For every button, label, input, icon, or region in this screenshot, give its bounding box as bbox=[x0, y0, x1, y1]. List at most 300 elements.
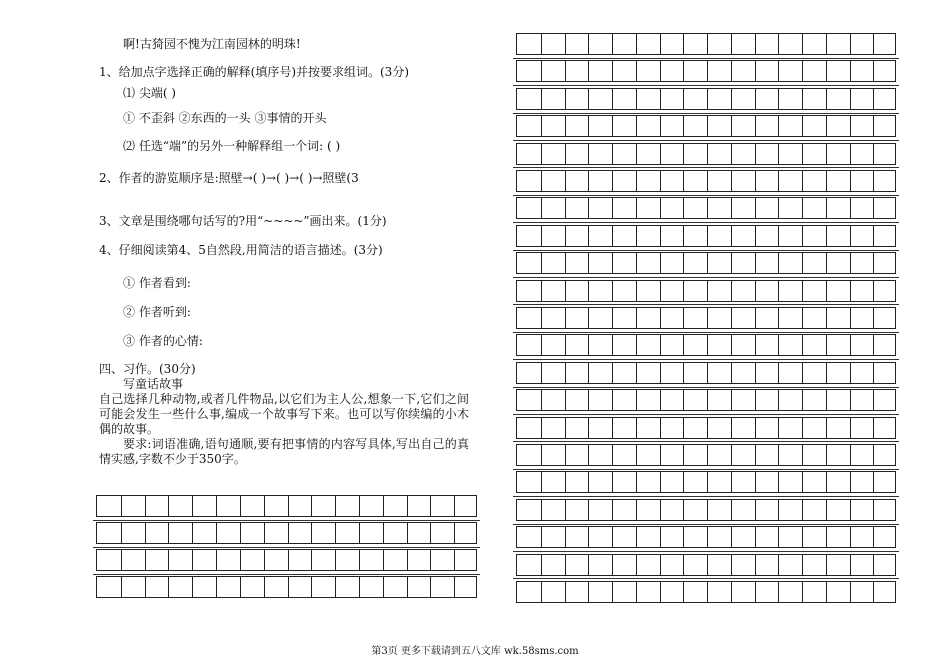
grid-cell-line bbox=[588, 500, 589, 520]
grid-cell-line bbox=[778, 116, 779, 136]
grid-row bbox=[516, 115, 896, 137]
grid-cell-line bbox=[826, 363, 827, 383]
grid-cell-line bbox=[588, 226, 589, 246]
grid-cell-line bbox=[636, 335, 637, 355]
grid-cell-line bbox=[826, 445, 827, 465]
grid-cell-line bbox=[264, 550, 265, 570]
grid-row-separator bbox=[513, 85, 899, 86]
grid-cell-line bbox=[588, 335, 589, 355]
grid-row bbox=[516, 444, 896, 466]
grid-cell-line bbox=[565, 281, 566, 301]
grid-cell-line bbox=[660, 34, 661, 54]
grid-cell-line bbox=[755, 89, 756, 109]
grid-cell-line bbox=[430, 550, 431, 570]
grid-cell-line bbox=[240, 550, 241, 570]
grid-cell-line bbox=[407, 550, 408, 570]
grid-cell-line bbox=[588, 390, 589, 410]
grid-cell-line bbox=[636, 281, 637, 301]
grid-cell-line bbox=[707, 335, 708, 355]
grid-cell-line bbox=[636, 253, 637, 273]
grid-cell-line bbox=[541, 418, 542, 438]
grid-row bbox=[96, 495, 477, 517]
grid-cell-line bbox=[168, 577, 169, 597]
grid-cell-line bbox=[873, 198, 874, 218]
writing-grid-right bbox=[516, 33, 896, 602]
grid-cell-line bbox=[612, 582, 613, 602]
grid-cell-line bbox=[660, 445, 661, 465]
grid-cell-line bbox=[660, 363, 661, 383]
grid-cell-line bbox=[565, 363, 566, 383]
grid-cell-line bbox=[565, 555, 566, 575]
grid-cell-line bbox=[707, 144, 708, 164]
grid-cell-line bbox=[850, 34, 851, 54]
grid-row bbox=[516, 280, 896, 302]
grid-cell-line bbox=[565, 116, 566, 136]
grid-cell-line bbox=[778, 555, 779, 575]
grid-cell-line bbox=[541, 226, 542, 246]
grid-cell-line bbox=[778, 226, 779, 246]
grid-row bbox=[516, 88, 896, 110]
grid-cell-line bbox=[707, 253, 708, 273]
grid-row-separator bbox=[513, 551, 899, 552]
grid-cell-line bbox=[145, 577, 146, 597]
grid-cell-line bbox=[216, 523, 217, 543]
grid-cell-line bbox=[707, 171, 708, 191]
grid-row-separator bbox=[513, 332, 899, 333]
grid-cell-line bbox=[731, 363, 732, 383]
grid-cell-line bbox=[612, 472, 613, 492]
grid-cell-line bbox=[383, 550, 384, 570]
grid-cell-line bbox=[778, 335, 779, 355]
grid-cell-line bbox=[565, 308, 566, 328]
grid-row-separator bbox=[513, 58, 899, 59]
grid-cell-line bbox=[755, 335, 756, 355]
grid-cell-line bbox=[683, 34, 684, 54]
grid-cell-line bbox=[636, 61, 637, 81]
grid-cell-line bbox=[802, 116, 803, 136]
grid-cell-line bbox=[802, 335, 803, 355]
grid-cell-line bbox=[565, 390, 566, 410]
grid-cell-line bbox=[660, 226, 661, 246]
grid-cell-line bbox=[240, 496, 241, 516]
grid-cell-line bbox=[731, 527, 732, 547]
grid-cell-line bbox=[731, 34, 732, 54]
grid-cell-line bbox=[288, 523, 289, 543]
grid-row-separator bbox=[513, 441, 899, 442]
grid-cell-line bbox=[636, 500, 637, 520]
grid-row bbox=[96, 576, 477, 598]
grid-cell-line bbox=[683, 281, 684, 301]
grid-cell-line bbox=[612, 198, 613, 218]
grid-cell-line bbox=[802, 555, 803, 575]
grid-cell-line bbox=[636, 198, 637, 218]
grid-cell-line bbox=[636, 308, 637, 328]
grid-cell-line bbox=[850, 226, 851, 246]
grid-cell-line bbox=[707, 226, 708, 246]
grid-cell-line bbox=[168, 550, 169, 570]
grid-cell-line bbox=[778, 281, 779, 301]
grid-cell-line bbox=[660, 281, 661, 301]
grid-row bbox=[516, 252, 896, 274]
grid-row-separator bbox=[513, 414, 899, 415]
grid-cell-line bbox=[826, 500, 827, 520]
grid-cell-line bbox=[826, 61, 827, 81]
grid-cell-line bbox=[565, 500, 566, 520]
grid-cell-line bbox=[683, 527, 684, 547]
grid-cell-line bbox=[778, 527, 779, 547]
grid-cell-line bbox=[683, 308, 684, 328]
grid-cell-line bbox=[541, 500, 542, 520]
section-4-heading: 四、习作。(30分) bbox=[99, 362, 196, 376]
question-1-sub2: ⑵ 任选“端”的另外一种解释组一个词: ( ) bbox=[123, 139, 341, 153]
grid-cell-line bbox=[288, 577, 289, 597]
grid-cell-line bbox=[636, 89, 637, 109]
grid-cell-line bbox=[873, 527, 874, 547]
grid-cell-line bbox=[565, 253, 566, 273]
grid-cell-line bbox=[802, 472, 803, 492]
grid-cell-line bbox=[802, 89, 803, 109]
grid-cell-line bbox=[660, 472, 661, 492]
grid-cell-line bbox=[612, 445, 613, 465]
grid-cell-line bbox=[683, 363, 684, 383]
grid-row-separator bbox=[513, 195, 899, 196]
grid-cell-line bbox=[826, 116, 827, 136]
grid-cell-line bbox=[588, 144, 589, 164]
grid-cell-line bbox=[430, 523, 431, 543]
grid-cell-line bbox=[873, 61, 874, 81]
grid-cell-line bbox=[755, 390, 756, 410]
grid-cell-line bbox=[660, 390, 661, 410]
grid-cell-line bbox=[612, 61, 613, 81]
grid-row-separator bbox=[93, 574, 480, 575]
grid-cell-line bbox=[683, 335, 684, 355]
grid-cell-line bbox=[359, 523, 360, 543]
grid-cell-line bbox=[588, 445, 589, 465]
grid-cell-line bbox=[660, 61, 661, 81]
grid-cell-line bbox=[612, 527, 613, 547]
grid-cell-line bbox=[707, 61, 708, 81]
grid-cell-line bbox=[383, 523, 384, 543]
grid-cell-line bbox=[826, 253, 827, 273]
grid-cell-line bbox=[121, 523, 122, 543]
grid-cell-line bbox=[707, 500, 708, 520]
grid-cell-line bbox=[850, 144, 851, 164]
grid-cell-line bbox=[683, 445, 684, 465]
grid-cell-line bbox=[850, 500, 851, 520]
grid-row bbox=[516, 471, 896, 493]
grid-cell-line bbox=[660, 171, 661, 191]
grid-cell-line bbox=[565, 445, 566, 465]
grid-cell-line bbox=[850, 390, 851, 410]
grid-cell-line bbox=[121, 577, 122, 597]
grid-cell-line bbox=[873, 500, 874, 520]
grid-cell-line bbox=[802, 500, 803, 520]
grid-cell-line bbox=[335, 577, 336, 597]
grid-cell-line bbox=[850, 363, 851, 383]
grid-row-separator bbox=[513, 304, 899, 305]
grid-cell-line bbox=[731, 116, 732, 136]
grid-cell-line bbox=[826, 527, 827, 547]
grid-cell-line bbox=[565, 335, 566, 355]
grid-cell-line bbox=[707, 308, 708, 328]
grid-cell-line bbox=[731, 582, 732, 602]
grid-cell-line bbox=[588, 527, 589, 547]
grid-cell-line bbox=[873, 582, 874, 602]
grid-row bbox=[516, 362, 896, 384]
grid-cell-line bbox=[731, 472, 732, 492]
grid-cell-line bbox=[683, 555, 684, 575]
grid-cell-line bbox=[636, 116, 637, 136]
grid-cell-line bbox=[264, 523, 265, 543]
grid-cell-line bbox=[636, 527, 637, 547]
grid-cell-line bbox=[612, 335, 613, 355]
grid-cell-line bbox=[707, 582, 708, 602]
grid-cell-line bbox=[335, 550, 336, 570]
grid-cell-line bbox=[683, 61, 684, 81]
grid-row-separator bbox=[513, 387, 899, 388]
grid-row bbox=[516, 554, 896, 576]
grid-cell-line bbox=[683, 226, 684, 246]
grid-cell-line bbox=[707, 472, 708, 492]
grid-cell-line bbox=[850, 171, 851, 191]
grid-cell-line bbox=[778, 61, 779, 81]
grid-row bbox=[516, 417, 896, 439]
grid-cell-line bbox=[873, 89, 874, 109]
grid-cell-line bbox=[873, 445, 874, 465]
grid-cell-line bbox=[826, 198, 827, 218]
question-1-prompt: 1、给加点字选择正确的解释(填序号)并按要求组词。(3分) bbox=[99, 65, 409, 79]
grid-row bbox=[516, 389, 896, 411]
grid-cell-line bbox=[636, 363, 637, 383]
grid-row-separator bbox=[513, 140, 899, 141]
grid-cell-line bbox=[802, 171, 803, 191]
grid-cell-line bbox=[850, 198, 851, 218]
grid-cell-line bbox=[683, 89, 684, 109]
grid-cell-line bbox=[565, 582, 566, 602]
grid-cell-line bbox=[778, 363, 779, 383]
question-1-sub1: ⑴ 尖端( ) bbox=[123, 86, 176, 100]
grid-cell-line bbox=[731, 281, 732, 301]
question-4-answer-2: ② 作者听到: bbox=[123, 305, 191, 319]
grid-cell-line bbox=[731, 555, 732, 575]
grid-cell-line bbox=[612, 500, 613, 520]
grid-cell-line bbox=[778, 500, 779, 520]
grid-cell-line bbox=[612, 308, 613, 328]
grid-cell-line bbox=[755, 226, 756, 246]
grid-cell-line bbox=[826, 472, 827, 492]
grid-cell-line bbox=[192, 496, 193, 516]
grid-cell-line bbox=[612, 390, 613, 410]
grid-cell-line bbox=[541, 253, 542, 273]
grid-cell-line bbox=[383, 496, 384, 516]
grid-cell-line bbox=[636, 472, 637, 492]
grid-cell-line bbox=[873, 171, 874, 191]
grid-cell-line bbox=[826, 555, 827, 575]
grid-cell-line bbox=[850, 527, 851, 547]
grid-cell-line bbox=[707, 34, 708, 54]
grid-cell-line bbox=[454, 577, 455, 597]
grid-row bbox=[516, 499, 896, 521]
grid-cell-line bbox=[636, 582, 637, 602]
grid-cell-line bbox=[778, 390, 779, 410]
grid-cell-line bbox=[683, 116, 684, 136]
grid-cell-line bbox=[755, 527, 756, 547]
grid-cell-line bbox=[612, 144, 613, 164]
grid-cell-line bbox=[707, 198, 708, 218]
grid-row bbox=[96, 549, 477, 571]
grid-cell-line bbox=[802, 144, 803, 164]
grid-cell-line bbox=[802, 445, 803, 465]
grid-cell-line bbox=[454, 523, 455, 543]
grid-cell-line bbox=[802, 527, 803, 547]
grid-cell-line bbox=[731, 171, 732, 191]
grid-cell-line bbox=[612, 171, 613, 191]
grid-cell-line bbox=[541, 472, 542, 492]
grid-cell-line bbox=[636, 171, 637, 191]
grid-cell-line bbox=[588, 582, 589, 602]
grid-cell-line bbox=[850, 582, 851, 602]
grid-cell-line bbox=[541, 61, 542, 81]
grid-cell-line bbox=[541, 281, 542, 301]
grid-cell-line bbox=[778, 308, 779, 328]
grid-cell-line bbox=[683, 198, 684, 218]
grid-cell-line bbox=[145, 523, 146, 543]
grid-cell-line bbox=[192, 577, 193, 597]
grid-row-separator bbox=[513, 496, 899, 497]
grid-cell-line bbox=[731, 144, 732, 164]
grid-cell-line bbox=[121, 496, 122, 516]
grid-cell-line bbox=[588, 472, 589, 492]
grid-cell-line bbox=[778, 253, 779, 273]
grid-cell-line bbox=[660, 527, 661, 547]
grid-cell-line bbox=[311, 577, 312, 597]
grid-cell-line bbox=[636, 34, 637, 54]
grid-cell-line bbox=[731, 500, 732, 520]
grid-cell-line bbox=[707, 390, 708, 410]
grid-cell-line bbox=[636, 226, 637, 246]
grid-cell-line bbox=[755, 61, 756, 81]
grid-cell-line bbox=[802, 418, 803, 438]
grid-cell-line bbox=[778, 472, 779, 492]
grid-cell-line bbox=[541, 144, 542, 164]
grid-cell-line bbox=[288, 550, 289, 570]
grid-cell-line bbox=[731, 198, 732, 218]
grid-cell-line bbox=[541, 89, 542, 109]
grid-cell-line bbox=[541, 116, 542, 136]
grid-cell-line bbox=[802, 226, 803, 246]
grid-cell-line bbox=[755, 445, 756, 465]
grid-cell-line bbox=[731, 418, 732, 438]
grid-cell-line bbox=[588, 171, 589, 191]
grid-cell-line bbox=[541, 363, 542, 383]
grid-cell-line bbox=[755, 555, 756, 575]
grid-cell-line bbox=[311, 496, 312, 516]
grid-cell-line bbox=[755, 363, 756, 383]
grid-cell-line bbox=[850, 445, 851, 465]
grid-cell-line bbox=[755, 472, 756, 492]
grid-cell-line bbox=[873, 116, 874, 136]
grid-cell-line bbox=[565, 226, 566, 246]
question-1-options: ① 不歪斜 ②东西的一头 ③事情的开头 bbox=[123, 111, 327, 125]
grid-cell-line bbox=[660, 418, 661, 438]
grid-cell-line bbox=[660, 308, 661, 328]
grid-row bbox=[516, 33, 896, 55]
grid-cell-line bbox=[850, 61, 851, 81]
grid-cell-line bbox=[873, 226, 874, 246]
grid-cell-line bbox=[707, 116, 708, 136]
grid-cell-line bbox=[755, 281, 756, 301]
grid-cell-line bbox=[731, 253, 732, 273]
grid-cell-line bbox=[778, 582, 779, 602]
grid-cell-line bbox=[588, 555, 589, 575]
grid-cell-line bbox=[612, 89, 613, 109]
grid-cell-line bbox=[311, 550, 312, 570]
grid-cell-line bbox=[873, 555, 874, 575]
grid-cell-line bbox=[802, 198, 803, 218]
grid-cell-line bbox=[755, 500, 756, 520]
grid-cell-line bbox=[359, 550, 360, 570]
grid-cell-line bbox=[778, 34, 779, 54]
grid-cell-line bbox=[612, 34, 613, 54]
grid-cell-line bbox=[731, 445, 732, 465]
grid-cell-line bbox=[826, 144, 827, 164]
grid-cell-line bbox=[873, 390, 874, 410]
grid-cell-line bbox=[873, 363, 874, 383]
grid-cell-line bbox=[731, 226, 732, 246]
grid-cell-line bbox=[850, 308, 851, 328]
grid-cell-line bbox=[565, 198, 566, 218]
grid-row bbox=[516, 170, 896, 192]
grid-cell-line bbox=[731, 61, 732, 81]
grid-cell-line bbox=[216, 577, 217, 597]
grid-cell-line bbox=[755, 116, 756, 136]
grid-cell-line bbox=[588, 116, 589, 136]
grid-cell-line bbox=[588, 89, 589, 109]
grid-cell-line bbox=[565, 418, 566, 438]
grid-cell-line bbox=[826, 418, 827, 438]
grid-cell-line bbox=[565, 527, 566, 547]
grid-cell-line bbox=[612, 253, 613, 273]
grid-cell-line bbox=[430, 496, 431, 516]
grid-cell-line bbox=[802, 582, 803, 602]
grid-cell-line bbox=[683, 418, 684, 438]
grid-cell-line bbox=[683, 390, 684, 410]
grid-cell-line bbox=[636, 445, 637, 465]
grid-cell-line bbox=[454, 550, 455, 570]
grid-cell-line bbox=[588, 281, 589, 301]
grid-cell-line bbox=[383, 577, 384, 597]
grid-cell-line bbox=[731, 335, 732, 355]
composition-instructions: 自己选择几种动物,或者几件物品,以它们为主人公,想象一下,它们之间可能会发生一些什么事,编成一个故事写下来。也可以写你续编的小木偶的故事。 bbox=[99, 392, 469, 436]
intro-line: 啊!古猗园不愧为江南园林的明珠! bbox=[123, 37, 301, 51]
grid-cell-line bbox=[826, 308, 827, 328]
grid-cell-line bbox=[541, 308, 542, 328]
grid-cell-line bbox=[541, 171, 542, 191]
grid-cell-line bbox=[873, 34, 874, 54]
grid-cell-line bbox=[636, 555, 637, 575]
grid-cell-line bbox=[588, 363, 589, 383]
grid-cell-line bbox=[802, 390, 803, 410]
grid-cell-line bbox=[683, 144, 684, 164]
grid-cell-line bbox=[454, 496, 455, 516]
grid-cell-line bbox=[873, 144, 874, 164]
grid-cell-line bbox=[240, 523, 241, 543]
grid-cell-line bbox=[660, 116, 661, 136]
grid-cell-line bbox=[826, 582, 827, 602]
grid-cell-line bbox=[826, 171, 827, 191]
question-4-prompt: 4、仔细阅读第4、5自然段,用简洁的语言描述。(3分) bbox=[99, 243, 383, 257]
grid-cell-line bbox=[565, 472, 566, 492]
